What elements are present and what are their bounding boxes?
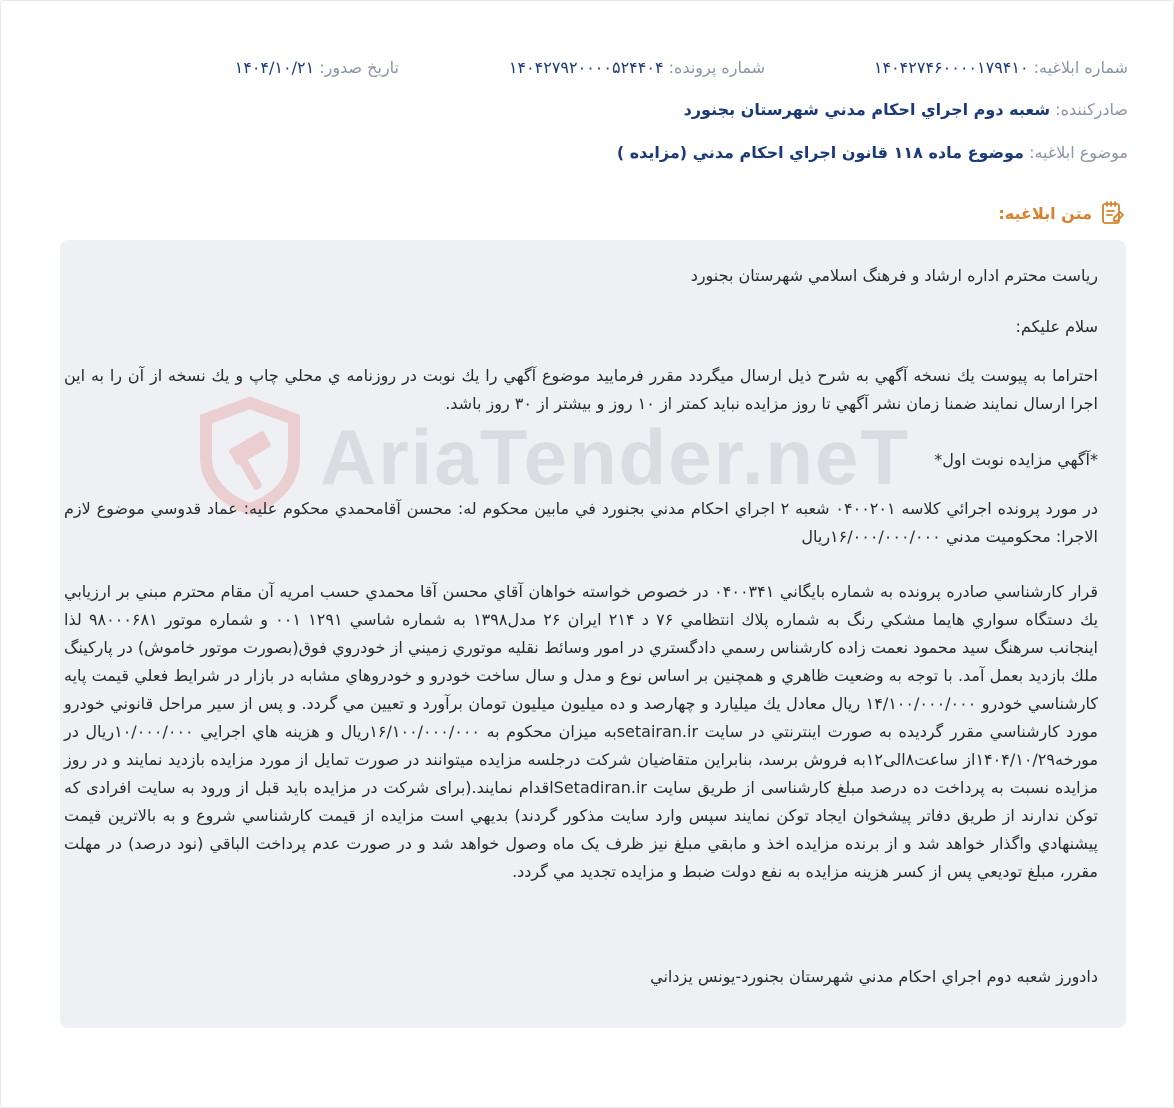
greeting-line: سلام عليكم: [1015, 317, 1098, 336]
subject-label: موضوع ابلاغیه: [1029, 143, 1128, 162]
subject-row [46, 142, 1128, 164]
expert-report-paragraph: قرار كارشناسي صادره پرونده به شماره بايگاني ۰۴۰۰۳۴۱ در خصوص خواسته خواهان آقاي محسن آقا محمدي حسب امريه آن مقام محترم مبني بر ارزيابي يك دستگاه سواري هايما مشكي رنگ به شماره پلاك انتظامي ۷۶ د ۲۱۴ ايران ۲۶ مدل۱۳۹۸ به شماره شاسي ۱۲۹۱ ۰۰۱ و شماره موتور ۹۸۰۰۰۶۸۱ لذا اينجانب سرهنگ سيد محمود نعمت زاده كارشناس رسمي دادگستري در امور وسائط نقليه موتوري زميني از خودروي فوق(بصورت موتور خاموش) در پاركينگ ملك بازديد بعمل آمد. با توجه به وضعيت ظاهري و همچنين بر اساس نوع و مدل و سال ساخت خودرو و خودروهاي مشابه در بازار در شرايط فعلي قيمت پايه كارشناسي خودرو ۱۴/۱۰۰/۰۰۰/۰۰۰ ريال معادل يك ميليارد و چهارصد و ده ميليون ميليون تومان برآورد و تعيين مي گردد. و پس از سير مراحل قانوني خودرو مورد كارشناسي مقرر گرديده به صورت اينترنتي در سايت setairan.irبه ميزان محكوم به ۱۶/۱۰۰/۰۰۰/۰۰۰ريال و هزينه هاي اجرايي ۱۰/۰۰۰/۰۰۰ريال در مورخه۱۴۰۴/۱۰/۲۹از ساعت۸الی۱۲به فروش برسد، بنابراين متقاضيان شركت درجلسه مزايده ميتوانند در صورت تمايل از مورد مزايده بازديد نمايند و در روز مزايده نسبت به پرداخت ده درصد مبلغ كارشناسی از طريق سايت Setadiran.irاقدام نمايند.(برای شركت در مزايده بايد قبل از ورود به سايت افرادی كه توكن ندارند از طريق دفاتر پيشخوان ايجاد توكن نمايند سپس وارد سايت مذكور گردند) بديهي است مزايده از قيمت كارشناسي شروع و به بالاترين قيمت پيشنهادي واگذار خواهد شد و از برنده مزايده اخذ و مابقي مبلغ نيز ظرف يک ماه وصول خواهد شد و در صورت عدم پرداخت الباقي (نود درصد) در مهلت مقرر، مبلغ توديعي پس از كسر هزينه مزايده به نفع دولت ضبط و مزايده تجديد مي گردد. [64, 582, 1099, 881]
watermark-text: AriaTender.neT [320, 412, 911, 501]
notice-text-title: متن ابلاغیه: [998, 203, 1092, 223]
notice-number-field [874, 57, 1128, 79]
intro-paragraph: احتراما به پيوست يك نسخه آگهي به شرح ذيل ارسال ميگردد مقرر فرماييد موضوع آگهي را يك نوبت در روزنامه ي محلي چاپ و يك نسخه از آن را به اين اجرا ارسال نمايند ضمنا زمان نشر آگهي تا روز مزايده نبايد كمتر از ۱۰ روز و بيشتر از ۳۰ روز باشد. [64, 366, 1098, 413]
signature-line: دادورز شعبه دوم اجراي احكام مدني شهرستان بجنورد-يونس يزداني [650, 967, 1098, 986]
subject-value: موضوع ماده ۱۱۸ قانون اجراي احكام مدني (مزايده ) [616, 143, 1024, 162]
addressee-line: رياست محترم اداره ارشاد و فرهنگ اسلامي شهرستان بجنورد [690, 266, 1098, 285]
issuer-value: شعبه دوم اجراي احكام مدني شهرستان بجنورد [683, 100, 1051, 119]
file-number-label: شماره پرونده: [668, 58, 765, 77]
case-paragraph: در مورد پرونده اجرائي كلاسه ۰۴۰۰۲۰۱ شعبه ۲ اجراي احكام مدني بجنورد في مابين محكوم له: محسن آقامحمدي محكوم عليه: عماد قدوسي موضوع لازم الاجرا: محكوميت مدني ۱۶/۰۰۰/۰۰۰/۰۰۰ريال [64, 499, 1099, 546]
issue-date-value: ۱۴۰۴/۱۰/۲۱ [234, 58, 315, 77]
notice-number-label: شماره ابلاغیه: [1033, 58, 1128, 77]
issue-date-label: تاریخ صدور: [319, 58, 399, 77]
file-number-field [509, 57, 765, 79]
issuer-label: صادرکننده: [1055, 100, 1128, 119]
notice-number-value: ۱۴۰۴۲۷۴۶۰۰۰۰۱۷۹۴۱۰ [873, 58, 1029, 77]
issue-date-field [235, 57, 399, 79]
file-number-value: ۱۴۰۴۲۷۹۲۰۰۰۰۵۲۴۴۰۴ [508, 58, 664, 77]
auction-title: *آگهي مزايده نوبت اول* [934, 450, 1098, 469]
notice-text-heading [998, 200, 1126, 226]
issuer-row [46, 99, 1128, 121]
document-edit-icon [1100, 200, 1126, 226]
